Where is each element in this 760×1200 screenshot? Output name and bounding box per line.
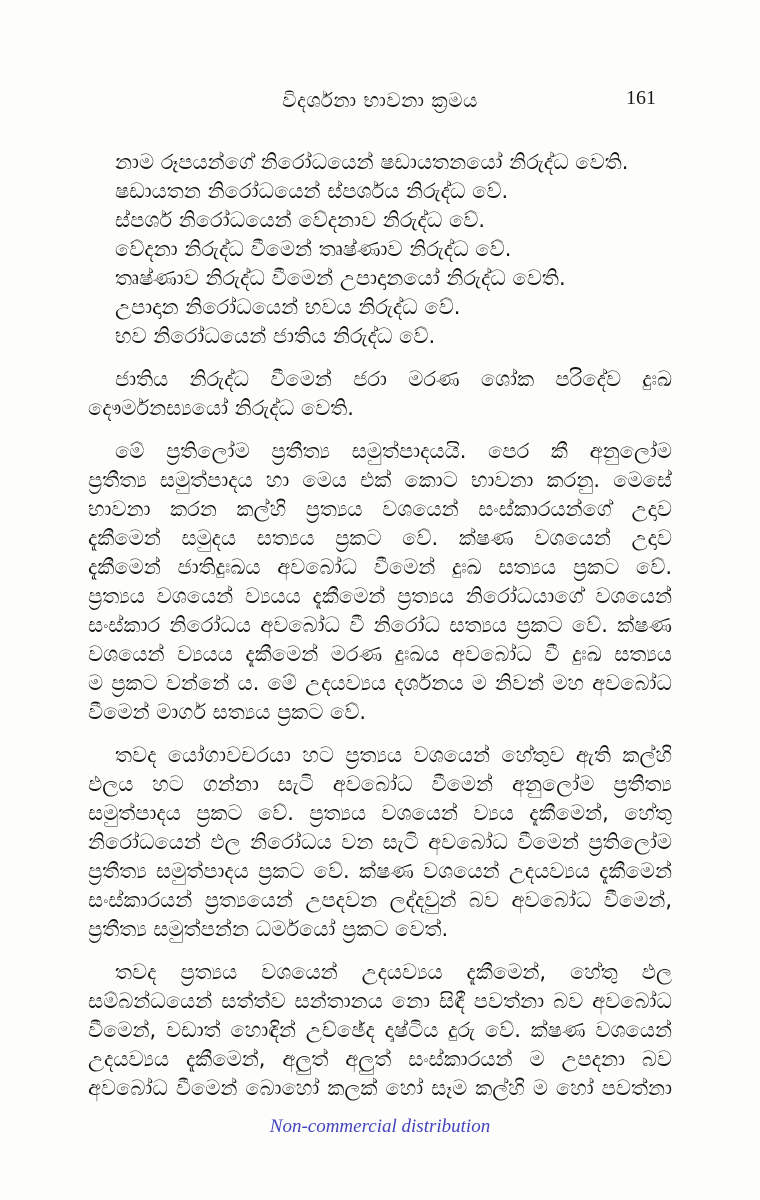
text-line: ප්‍රතීත්‍ය සමුත්පන්න ධර්මයෝ ප්‍රකට වෙත්. bbox=[88, 917, 449, 941]
text-line: සංස්කාරයන් ප්‍රත්‍යයෙන් උපදවන ලද්දවුන් බව අවබෝධ වීමෙන්, bbox=[88, 888, 672, 912]
text-line: අවබෝධ වීමෙන් බොහෝ කලක් හෝ සෑම කල්හි ම හෝ පවත්නා bbox=[88, 1076, 672, 1100]
text-line: භාවනා කරන කල්හි ප්‍රත්‍යය වශයෙන් සංස්කාරයන්ගේ උදාව bbox=[88, 497, 672, 521]
paragraph bbox=[88, 741, 672, 944]
verse-line: වේදනා නිරුද්ධ වීමෙන් තෘෂ්ණාව නිරුද්ධ වේ. bbox=[115, 237, 512, 261]
page-number: 161 bbox=[626, 87, 656, 109]
verse-line: ස්පර්ශ නිරෝධයෙන් වේදනාව නිරුද්ධ වේ. bbox=[115, 208, 486, 232]
paragraph bbox=[88, 365, 672, 423]
text-line: උදයව්‍යය දැකීමෙන්, අලුත් අලුත් සංස්කාරයන් ම උපදනා බව bbox=[88, 1047, 672, 1071]
verse-line: ෂඩායතන නිරෝධයෙන් ස්පර්ශය නිරුද්ධ වේ. bbox=[115, 179, 509, 203]
text-line: ප්‍රත්‍යය වශයෙන් ව්‍යයය දැකීමෙන් ප්‍රත්‍යය නිරෝධයාගේ වශයෙන් bbox=[88, 584, 672, 608]
text-line: සමුත්පාදය ප්‍රකට වේ. ප්‍රත්‍යය වශයෙන් ව්‍යය දැකීමෙන්, හේතු bbox=[88, 801, 672, 825]
text-line: ඵලය හට ගන්නා සැටි අවබෝධ වීමෙන් අනුලෝම ප්‍රතීත්‍ය bbox=[88, 772, 672, 796]
verse-line: තෘෂ්ණාව නිරුද්ධ වීමෙන් උපාදානයෝ නිරුද්ධ වෙති. bbox=[115, 266, 566, 290]
text-line: දැකීමෙන් සමුදය සත්‍යය ප්‍රකට වේ. ක්ෂණ වශයෙන් උදාව bbox=[88, 526, 672, 550]
text-line: නිරෝධයෙන් ඵල නිරෝධය වන සැටි අවබෝධ වීමෙන් ප්‍රතිලෝම bbox=[88, 830, 672, 854]
text-line: ප්‍රතීත්‍ය සමුත්පාදය හා මෙය එක් කොට භාවනා කරනු. මෙසේ bbox=[88, 468, 672, 492]
running-header-title: විදර්ශනා භාවනා ක්‍රමය bbox=[282, 88, 478, 112]
non-commercial-distribution-note: Non-commercial distribution bbox=[269, 1116, 491, 1137]
paragraph bbox=[88, 437, 672, 727]
verse-line: භව නිරෝධයෙන් ජාතිය නිරුද්ධ වේ. bbox=[115, 324, 436, 348]
text-line: වශයෙන් ව්‍යයය දැකීමෙන් මරණ දුඃඛය අවබෝධ වී දුඃඛ සත්‍යය bbox=[88, 642, 672, 666]
page-body-text bbox=[88, 148, 672, 1103]
text-line: ම ප්‍රකට වන්නේ ය. මේ උදයව්‍යය දර්ශනය ම නිවන් මහ අවබෝධ bbox=[88, 671, 672, 695]
text-line: සංස්කාර නිරෝධය අවබෝධ වී නිරෝධ සත්‍යය ප්‍රකට වේ. ක්ෂණ bbox=[88, 613, 672, 637]
verse-line: උපාදාන නිරෝධයෙන් භවය නිරුද්ධ වේ. bbox=[115, 295, 461, 319]
text-line: මේ ප්‍රතිලෝම ප්‍රතීත්‍ය සමුත්පාදයයි. පෙර කී අනුලෝම bbox=[115, 439, 672, 463]
text-line: දැකීමෙන් ජාතිදුඃඛය අවබෝධ වීමෙන් දුඃඛ සත්‍යය ප්‍රකට වේ. bbox=[88, 555, 672, 579]
text-line: තවද ප්‍රත්‍යය වශයෙන් උදයව්‍යය දැකීමෙන්, හේතු ඵල bbox=[115, 960, 672, 984]
text-line: ප්‍රතීත්‍ය සමුත්පාදය ප්‍රකට වේ. ක්ෂණ වශයෙන් උදයව්‍යය දැකීමෙන් bbox=[88, 859, 672, 883]
text-line: වීමෙන්, වඩාත් හොඳින් උච්ඡේද දෘෂ්ටිය දුරු වේ. ක්ෂණ වශයෙන් bbox=[88, 1018, 672, 1042]
paragraph bbox=[88, 958, 672, 1103]
text-line: තවද යෝගාවචරයා හට ප්‍රත්‍යය වශයෙන් හේතුව ඇති කල්හි bbox=[115, 743, 672, 767]
text-line: ජාතිය නිරුද්ධ වීමෙන් ජරා මරණ ශෝක පරිදේව දුඃඛ bbox=[115, 367, 672, 391]
text-line: දෞර්මනස්‍යයෝ නිරුද්ධ වෙති. bbox=[88, 396, 354, 420]
verse-line: නාම රූපයන්ගේ නිරෝධයෙන් ෂඩායතනයෝ නිරුද්ධ වෙති. bbox=[115, 150, 629, 174]
text-line: සම්බන්ධයෙන් සත්ත්ව සන්තානය නො සිඳී පවත්නා බව අවබෝධ bbox=[88, 989, 672, 1013]
text-line: වීමෙන් මාර්ග සත්‍යය ප්‍රකට වේ. bbox=[88, 700, 367, 724]
dependent-cessation-verse-block bbox=[88, 148, 672, 351]
